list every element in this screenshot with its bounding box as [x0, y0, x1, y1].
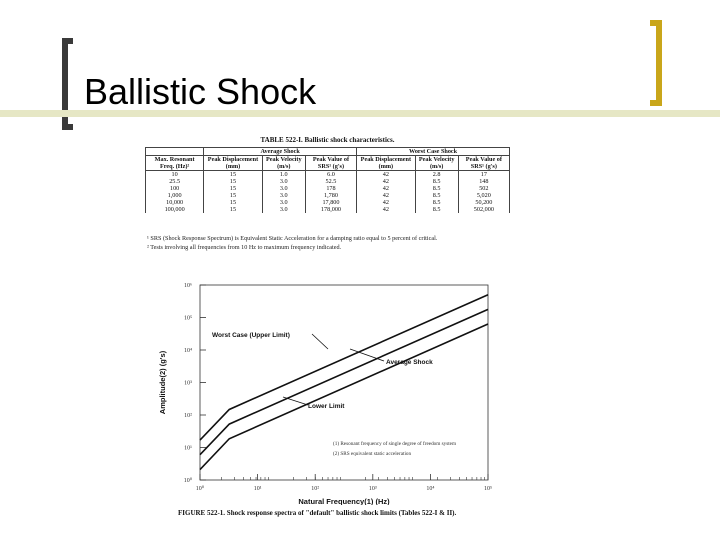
table-cell: 3.0 [262, 185, 305, 192]
x-tick-label: 10⁰ [195, 486, 205, 492]
table-cell: 8.5 [415, 178, 458, 185]
table-cell: 3.0 [262, 192, 305, 199]
x-tick-label: 10² [311, 486, 320, 492]
table-row [146, 178, 510, 185]
column-header: Peak Displacement (mm) [204, 156, 263, 171]
table-cell: 15 [204, 199, 263, 206]
group-header-average: Average Shock [204, 148, 357, 156]
table-cell: 100 [146, 185, 204, 192]
table-cell: 1,000 [146, 192, 204, 199]
x-tick-label: 10⁵ [483, 486, 493, 492]
table-cell: 3.0 [262, 206, 305, 213]
column-header: Peak Velocity (m/s) [415, 156, 458, 171]
table-cell: 15 [204, 192, 263, 199]
table-cell: 2.8 [415, 171, 458, 179]
table-cell: 42 [357, 199, 416, 206]
table-cell: 42 [357, 192, 416, 199]
table-cell: 42 [357, 185, 416, 192]
table-row [146, 199, 510, 206]
chart-note: (2) SRS equivalent static acceleration [333, 451, 412, 457]
title-bracket-right [650, 20, 662, 106]
table-cell: 42 [357, 206, 416, 213]
table-cell: 6.0 [305, 171, 356, 179]
column-header: Peak Displacement (mm) [357, 156, 416, 171]
table-cell: 42 [357, 171, 416, 179]
table-row [146, 185, 510, 192]
table-row [146, 192, 510, 199]
table-cell: 15 [204, 185, 263, 192]
table-cell: 178,000 [305, 206, 356, 213]
table-group-header-row [146, 148, 510, 156]
slide-title: Ballistic Shock [84, 71, 317, 112]
column-header: Peak Velocity (m/s) [262, 156, 305, 171]
table-cell: 42 [357, 178, 416, 185]
table-cell: 502 [458, 185, 509, 192]
series-callout-line [350, 349, 384, 361]
table-cell: 1.0 [262, 171, 305, 179]
figure-caption: FIGURE 522-1. Shock response spectra of "default" ballistic shock limits (Tables 522-I & II). [178, 509, 457, 517]
table-cell: 15 [204, 178, 263, 185]
table-cell: 8.5 [415, 206, 458, 213]
column-header: Peak Value of SRS¹ (g's) [458, 156, 509, 171]
table-cell: 148 [458, 178, 509, 185]
x-axis-label: Natural Frequency(1) (Hz) [298, 497, 390, 505]
shock-response-chart [150, 275, 510, 505]
series-label: Lower Limit [308, 403, 345, 410]
table-cell: 17 [458, 171, 509, 179]
table-caption: TABLE 522-I. Ballistic shock characteristics. [260, 136, 395, 144]
chart-note: (1) Resonant frequency of single degree of freedom system [333, 441, 457, 447]
table-column-header-row [146, 156, 510, 171]
table-row [146, 171, 510, 179]
table-cell: 3.0 [262, 199, 305, 206]
table-cell: 17,800 [305, 199, 356, 206]
table-cell: 178 [305, 185, 356, 192]
table-cell: 15 [204, 206, 263, 213]
series-callout-line [312, 334, 328, 349]
table-cell: 1,780 [305, 192, 356, 199]
table-cell: 10,000 [146, 199, 204, 206]
y-tick-label: 10⁶ [183, 283, 193, 289]
y-tick-label: 10⁰ [183, 478, 193, 484]
table-cell: 8.5 [415, 185, 458, 192]
series-label: Average Shock [386, 359, 433, 366]
series-line [200, 324, 488, 470]
table-footnote-2: ² Tests involving all frequencies from 10 Hz to maximum frequency indicated. [147, 244, 342, 251]
column-header: Peak Value of SRS¹ (g's) [305, 156, 356, 171]
column-header: Max. Resonant Freq. (Hz)² [146, 156, 204, 171]
table-cell: 50,200 [458, 199, 509, 206]
y-tick-label: 10¹ [184, 445, 192, 452]
series-callout-line [283, 397, 308, 405]
table-cell: 100,000 [146, 206, 204, 213]
series-label: Worst Case (Upper Limit) [212, 332, 290, 339]
table-cell: 52.5 [305, 178, 356, 185]
y-tick-label: 10² [184, 413, 192, 419]
y-tick-label: 10⁴ [183, 348, 193, 354]
table-cell: 15 [204, 171, 263, 179]
group-header-worst: Worst Case Shock [357, 148, 510, 156]
y-axis-label: Amplitude(2) (g's) [158, 350, 167, 415]
x-tick-label: 10¹ [253, 486, 262, 492]
table-cell: 502,000 [458, 206, 509, 213]
x-tick-label: 10⁴ [426, 486, 435, 492]
table-cell: 8.5 [415, 192, 458, 199]
table-cell: 8.5 [415, 199, 458, 206]
y-tick-label: 10³ [184, 380, 192, 387]
table-cell: 3.0 [262, 178, 305, 185]
table-row [146, 206, 510, 213]
x-tick-label: 10³ [368, 486, 377, 492]
table-cell: 5,020 [458, 192, 509, 199]
shock-table [145, 147, 510, 213]
table-footnote-1: ¹ SRS (Shock Response Spectrum) is Equivalent Static Acceleration for a damping ratio equal to 5 percent of critical. [147, 235, 438, 242]
y-tick-label: 10⁵ [183, 315, 193, 322]
table-cell: 10 [146, 171, 204, 179]
table-cell: 25.5 [146, 178, 204, 185]
